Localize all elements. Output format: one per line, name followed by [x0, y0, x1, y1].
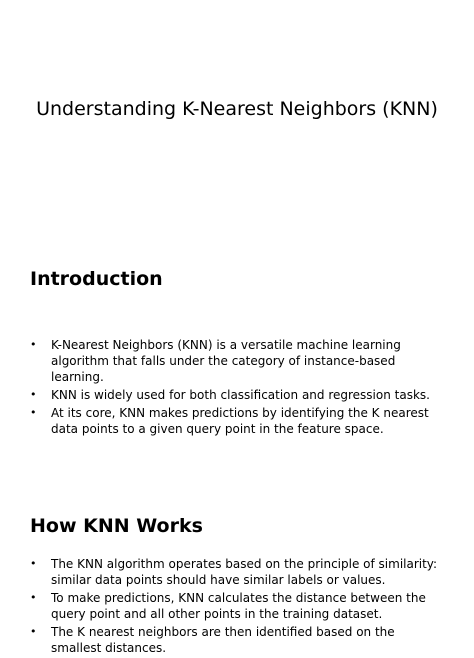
- bullet-text: To make predictions, KNN calculates the distance between the query point and all other points in the training dataset.: [51, 591, 426, 621]
- section-heading-how-knn-works: How KNN Works: [30, 515, 203, 537]
- bullet-icon: •: [30, 591, 37, 604]
- bullet-icon: •: [30, 338, 37, 351]
- section-heading-introduction: Introduction: [30, 268, 163, 290]
- bullet-item: [30, 556, 440, 588]
- introduction-bullet-list: [30, 337, 440, 439]
- bullet-item: [30, 387, 440, 403]
- bullet-text: At its core, KNN makes predictions by identifying the K nearest data points to a given query point in the feature space.: [51, 406, 429, 436]
- how-knn-works-bullet-list: [30, 556, 440, 658]
- bullet-item: [30, 624, 440, 656]
- bullet-text: KNN is widely used for both classification and regression tasks.: [51, 388, 430, 402]
- bullet-item: [30, 405, 440, 437]
- bullet-icon: •: [30, 388, 37, 401]
- bullet-text: The KNN algorithm operates based on the principle of similarity: similar data points should have similar labels or values.: [51, 557, 438, 587]
- bullet-text: K-Nearest Neighbors (KNN) is a versatile machine learning algorithm that falls under the category of instance-based learning.: [51, 338, 401, 384]
- bullet-icon: •: [30, 625, 37, 638]
- bullet-item: [30, 337, 440, 385]
- bullet-icon: •: [30, 557, 37, 570]
- bullet-item: [30, 590, 440, 622]
- bullet-icon: •: [30, 406, 37, 419]
- document-title: Understanding K-Nearest Neighbors (KNN): [36, 98, 438, 120]
- bullet-text: The K nearest neighbors are then identified based on the smallest distances.: [51, 625, 395, 655]
